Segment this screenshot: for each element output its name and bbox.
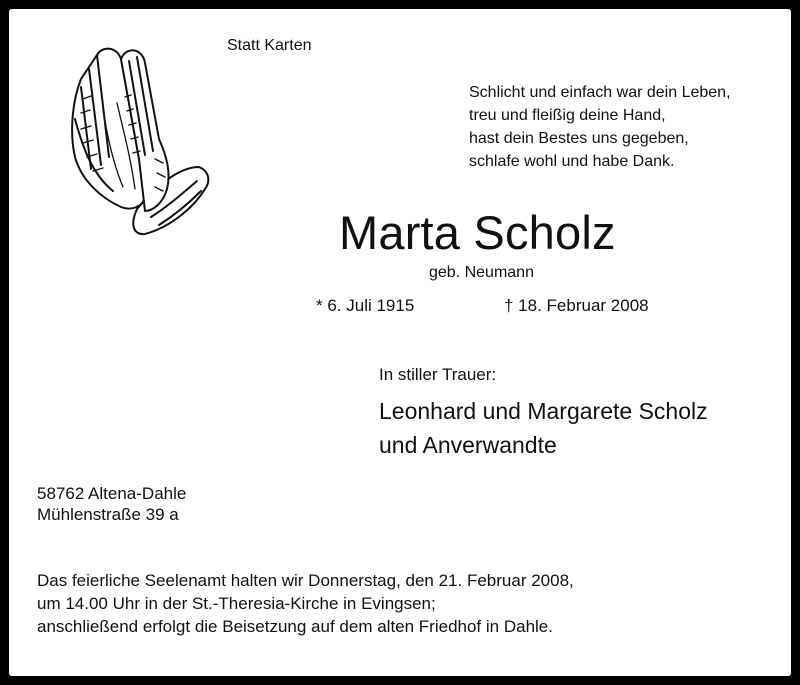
poem-line: schlafe wohl und habe Dank. bbox=[469, 153, 675, 170]
poem-line: treu und fleißig deine Hand, bbox=[469, 107, 666, 124]
birth-date: * 6. Juli 1915 bbox=[316, 296, 415, 315]
mourning-label: In stiller Trauer: bbox=[379, 365, 497, 384]
service-line: anschließend erfolgt die Beisetzung auf dem alten Friedhof in Dahle. bbox=[37, 617, 553, 636]
service-details bbox=[37, 569, 574, 638]
maiden-name: geb. Neumann bbox=[429, 264, 534, 281]
mourner-line: Leonhard und Margarete Scholz bbox=[379, 398, 708, 424]
statt-karten-label: Statt Karten bbox=[227, 37, 312, 54]
poem bbox=[469, 81, 731, 173]
service-line: Das feierliche Seelenamt halten wir Donnerstag, den 21. Februar 2008, bbox=[37, 571, 574, 590]
death-date: † 18. Februar 2008 bbox=[504, 296, 649, 315]
service-line: um 14.00 Uhr in der St.-Theresia-Kirche in Evingsen; bbox=[37, 594, 436, 613]
obituary-notice bbox=[9, 9, 791, 676]
address-line: 58762 Altena-Dahle bbox=[37, 484, 187, 503]
poem-line: hast dein Bestes uns gegeben, bbox=[469, 130, 689, 147]
address bbox=[37, 483, 186, 525]
poem-line: Schlicht und einfach war dein Leben, bbox=[469, 84, 731, 101]
praying-hands-icon bbox=[59, 39, 219, 239]
deceased-name: Marta Scholz bbox=[339, 206, 616, 259]
mourner-line: und Anverwandte bbox=[379, 432, 557, 458]
address-line: Mühlenstraße 39 a bbox=[37, 505, 179, 524]
mourners bbox=[379, 394, 708, 462]
